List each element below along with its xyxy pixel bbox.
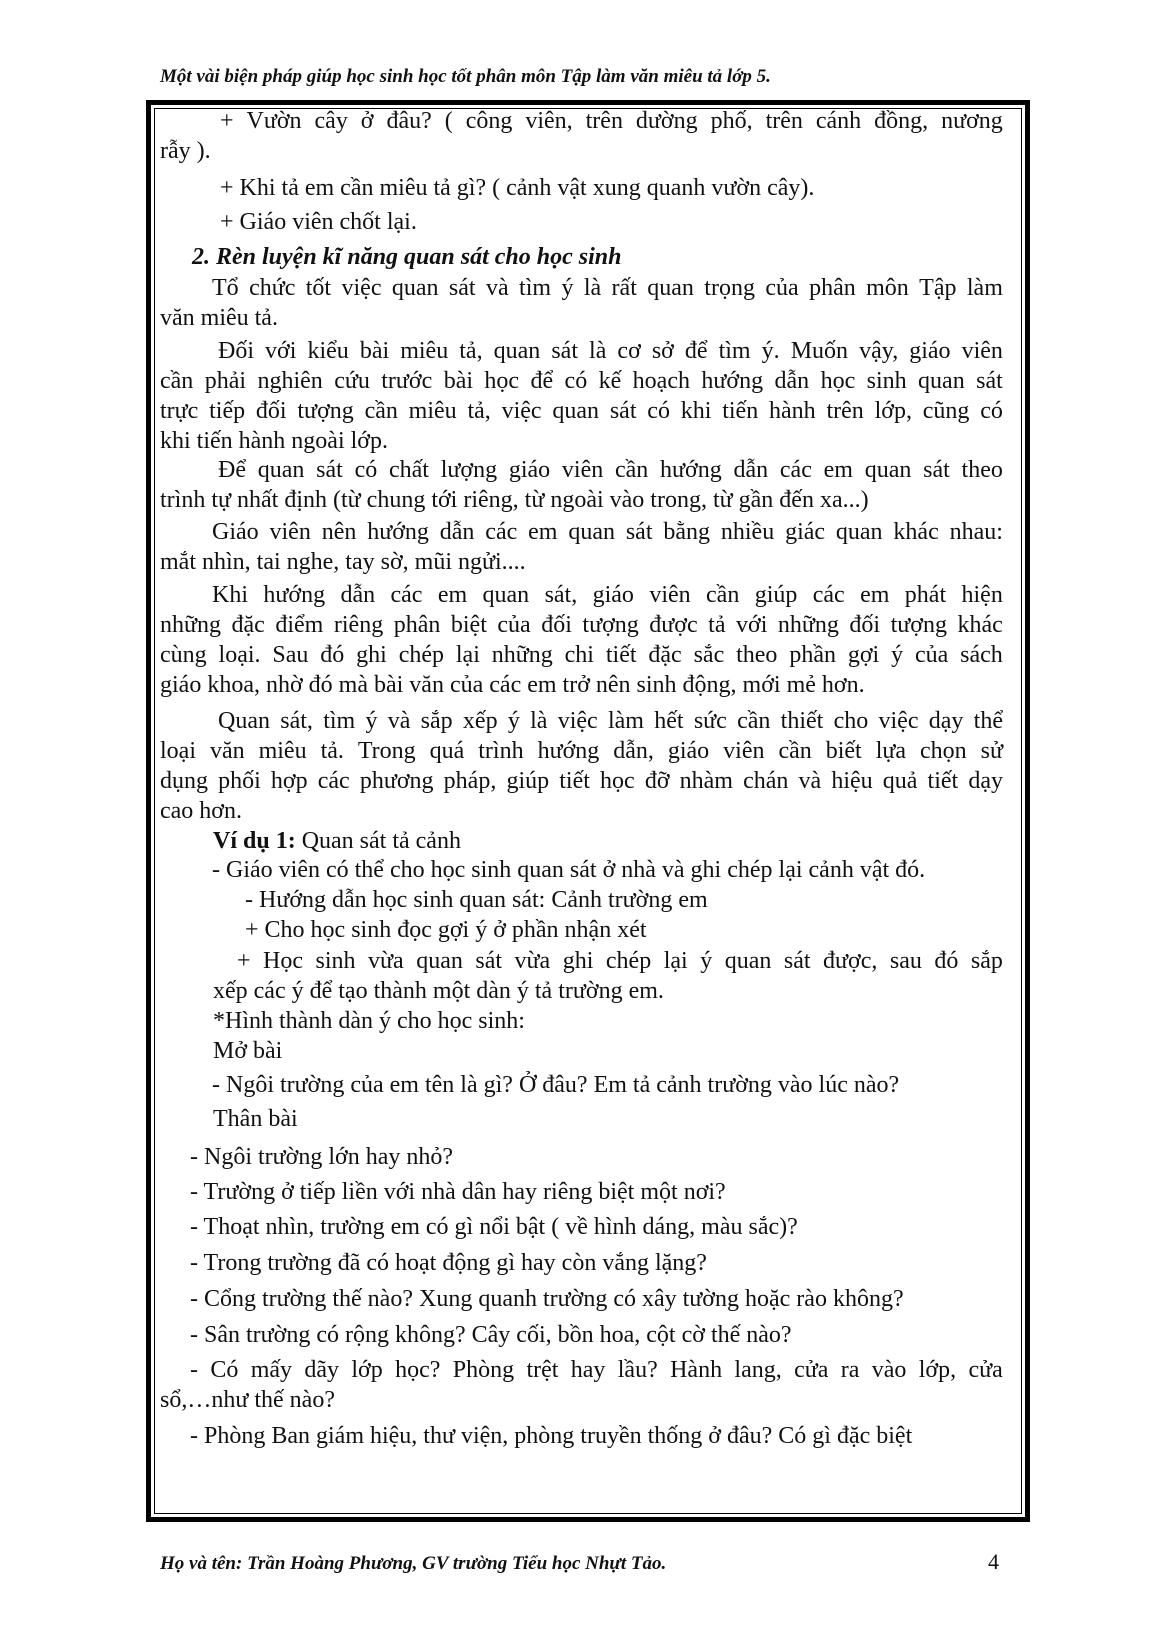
page-number: 4 bbox=[988, 1549, 999, 1574]
text-line: - Ngôi trường của em tên là gì? Ở đâu? Em tả cảnh trường vào lúc nào? bbox=[212, 1072, 900, 1098]
list-item-continued: sổ,…như thế nào? bbox=[160, 1387, 335, 1413]
text-line: trình tự nhất định (từ chung tới riêng, từ ngoài vào trong, từ gần đến xa...) bbox=[160, 487, 869, 513]
subheading-mo-bai: Mở bài bbox=[213, 1038, 283, 1064]
list-item: - Trong trường đã có hoạt động gì hay còn vắng lặng? bbox=[190, 1250, 707, 1276]
text-line: xếp các ý để tạo thành một dàn ý tả trường em. bbox=[213, 978, 664, 1004]
text-line: + Học sinh vừa quan sát vừa ghi chép lại ý quan sát được, sau đó sắp bbox=[237, 948, 1003, 974]
text-line: dụng phối hợp các phương pháp, giúp tiết học đỡ nhàm chán và hiệu quả tiết dạy bbox=[160, 768, 1003, 794]
page-footer: Họ và tên: Trần Hoàng Phương, GV trường Tiểu học Nhựt Tảo. bbox=[160, 1553, 667, 1574]
text-line: cao hơn. bbox=[160, 798, 242, 824]
text-line: Tổ chức tốt việc quan sát và tìm ý là rất quan trọng của phân môn Tập làm bbox=[212, 275, 1003, 301]
subheading-than-bai: Thân bài bbox=[213, 1106, 298, 1132]
section-heading: 2. Rèn luyện kĩ năng quan sát cho học sinh bbox=[192, 244, 622, 270]
text-line: Để quan sát có chất lượng giáo viên cần hướng dẫn các em quan sát theo bbox=[218, 457, 1003, 483]
list-item: - Trường ở tiếp liền với nhà dân hay riêng biệt một nơi? bbox=[190, 1179, 726, 1205]
list-item: - Có mấy dãy lớp học? Phòng trệt hay lầu? Hành lang, cửa ra vào lớp, cửa bbox=[190, 1357, 1003, 1383]
text-line: + Vườn cây ở đâu? ( công viên, trên dường phố, trên cánh đồng, nương bbox=[220, 108, 1003, 134]
list-item: - Cổng trường thế nào? Xung quanh trường có xây tường hoặc rào không? bbox=[190, 1286, 904, 1312]
example-line bbox=[213, 826, 461, 856]
text-line: khi tiến hành ngoài lớp. bbox=[160, 428, 388, 454]
text-line: văn miêu tả. bbox=[160, 305, 278, 331]
page-header: Một vài biện pháp giúp học sinh học tốt phân môn Tập làm văn miêu tả lớp 5. bbox=[160, 66, 771, 87]
text-line: những đặc điểm riêng phân biệt của đối tượng được tả với những đối tượng khác bbox=[160, 612, 1003, 638]
text-line: *Hình thành dàn ý cho học sinh: bbox=[213, 1008, 525, 1034]
example-title: Quan sát tả cảnh bbox=[295, 828, 461, 854]
text-line: + Khi tả em cần miêu tả gì? ( cảnh vật xung quanh vườn cây). bbox=[220, 175, 815, 201]
text-line: Khi hướng dẫn các em quan sát, giáo viên cần giúp các em phát hiện bbox=[212, 582, 1003, 608]
text-line: rẫy ). bbox=[160, 138, 211, 164]
list-item: - Sân trường có rộng không? Cây cối, bồn hoa, cột cờ thế nào? bbox=[190, 1322, 792, 1348]
list-item: - Thoạt nhìn, trường em có gì nổi bật ( về hình dáng, màu sắc)? bbox=[190, 1214, 798, 1240]
text-line: cùng loại. Sau đó ghi chép lại những chi tiết đặc sắc theo phần gợi ý của sách bbox=[160, 642, 1003, 668]
text-line: Giáo viên nên hướng dẫn các em quan sát bằng nhiều giác quan khác nhau: bbox=[212, 519, 1003, 545]
text-line: - Giáo viên có thể cho học sinh quan sát ở nhà và ghi chép lại cảnh vật đó. bbox=[212, 857, 926, 883]
text-line: giáo khoa, nhờ đó mà bài văn của các em trở nên sinh động, mới mẻ hơn. bbox=[160, 672, 865, 698]
text-line: - Hướng dẫn học sinh quan sát: Cảnh trường em bbox=[245, 887, 708, 913]
text-line: cần phải nghiên cứu trước bài học để có kế hoạch hướng dẫn học sinh quan sát bbox=[160, 368, 1003, 394]
text-line: trực tiếp đối tượng cần miêu tả, việc quan sát có khi tiến hành trên lớp, cũng có bbox=[160, 398, 1003, 424]
example-label: Ví dụ 1: bbox=[213, 828, 296, 854]
list-item: - Ngôi trường lớn hay nhỏ? bbox=[190, 1144, 454, 1170]
text-line: mắt nhìn, tai nghe, tay sờ, mũi ngửi.... bbox=[160, 549, 526, 575]
text-line: loại văn miêu tả. Trong quá trình hướng dẫn, giáo viên cần biết lựa chọn sử bbox=[160, 738, 1003, 764]
list-item: - Phòng Ban giám hiệu, thư viện, phòng truyền thống ở đâu? Có gì đặc biệt bbox=[190, 1423, 913, 1449]
text-line: + Cho học sinh đọc gợi ý ở phần nhận xét bbox=[245, 917, 647, 943]
text-line: + Giáo viên chốt lại. bbox=[220, 209, 417, 235]
text-line: Quan sát, tìm ý và sắp xếp ý là việc làm hết sức cần thiết cho việc dạy thể bbox=[218, 708, 1003, 734]
text-line: Đối với kiểu bài miêu tả, quan sát là cơ sở để tìm ý. Muốn vậy, giáo viên bbox=[218, 338, 1003, 364]
